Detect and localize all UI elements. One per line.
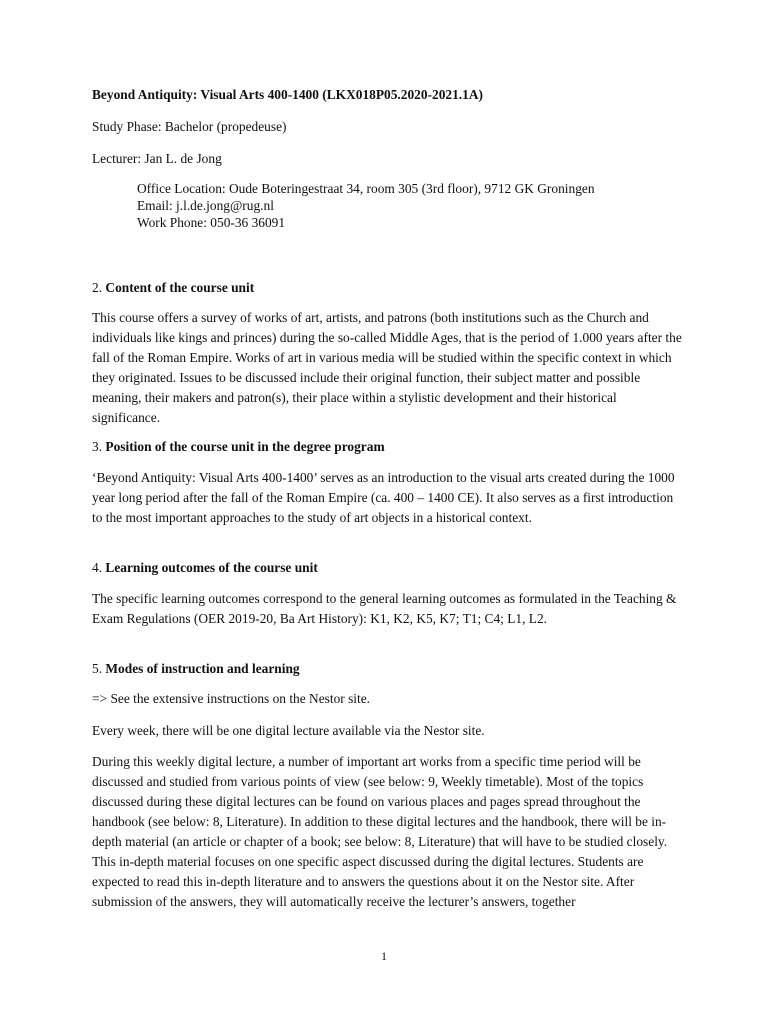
email-line: Email: j.l.de.jong@rug.nl [137, 198, 274, 213]
lecturer-line: Lecturer: Jan L. de Jong [92, 151, 222, 166]
study-phase: Study Phase: Bachelor (propedeuse) [92, 119, 287, 134]
section-4-paragraph: The specific learning outcomes correspond to the general learning outcomes as formulated in the Teaching & Exam Regulations (OER 2019-20, Ba Art History): K1, K2, K5, K7; T1; C4; L1, L2. [92, 591, 677, 626]
section-3-title: Position of the course unit in the degree program [105, 439, 385, 454]
work-phone: Work Phone: 050-36 36091 [137, 215, 286, 230]
section-4-number: 4. [92, 560, 103, 575]
contact-details [137, 180, 682, 231]
section-5-paragraph-3: During this weekly digital lecture, a number of important art works from a specific time period will be discussed and studied from various points of view (see below: 9, Weekly timetable). Most of the topics discussed during these digital lectures can be found on various places and pages spread throughout the handbook (see below: 8, Literature). In addition to these digital lectures and the handbook, there will be in-depth material (an article or chapter of a book; see below: 8, Literature) that will have to be studied closely. This in-depth material focuses on one specific aspect discussed during the digital lectures. Students are expected to read this in-depth literature and to answers the questions about it on the Nestor site. After submission of the answers, they will automatically receive the lecturer’s answers, together [92, 754, 668, 909]
section-5-paragraph-2: Every week, there will be one digital lecture available via the Nestor site. [92, 723, 485, 738]
section-5-paragraph-1: => See the extensive instructions on the Nestor site. [92, 691, 371, 706]
section-2-heading [92, 278, 682, 298]
section-5-number: 5. [92, 661, 103, 676]
section-3-number: 3. [92, 439, 103, 454]
section-3-heading [92, 437, 682, 457]
page-number: 1 [381, 949, 387, 963]
section-4-title: Learning outcomes of the course unit [105, 560, 318, 575]
section-5-heading [92, 659, 682, 679]
section-2-number: 2. [92, 280, 103, 295]
section-2-title: Content of the course unit [105, 280, 255, 295]
section-2-paragraph: This course offers a survey of works of art, artists, and patrons (both institutions such as the Church and individuals like kings and princes) during the so-called Middle Ages, that is the period of 1.000 years after the fall of the Roman Empire. Works of art in various media will be studied within the specific context in which they originated. Issues to be discussed include their original function, their subject matter and possible meaning, their makers and patron(s), their place within a stylistic development and their historical significance. [92, 310, 682, 425]
section-3-paragraph: ‘Beyond Antiquity: Visual Arts 400-1400’ serves as an introduction to the visual arts created during the 1000 year long period after the fall of the Roman Empire (ca. 400 – 1400 CE). It also serves as a first introduction to the most important approaches to the study of art objects in a historical context. [92, 470, 675, 525]
office-location: Office Location: Oude Boteringestraat 34, room 305 (3rd floor), 9712 GK Groningen [137, 181, 595, 196]
course-title: Beyond Antiquity: Visual Arts 400-1400 (LKX018P05.2020-2021.1A) [92, 87, 483, 102]
section-4-heading [92, 558, 682, 578]
section-5-title: Modes of instruction and learning [105, 661, 300, 676]
